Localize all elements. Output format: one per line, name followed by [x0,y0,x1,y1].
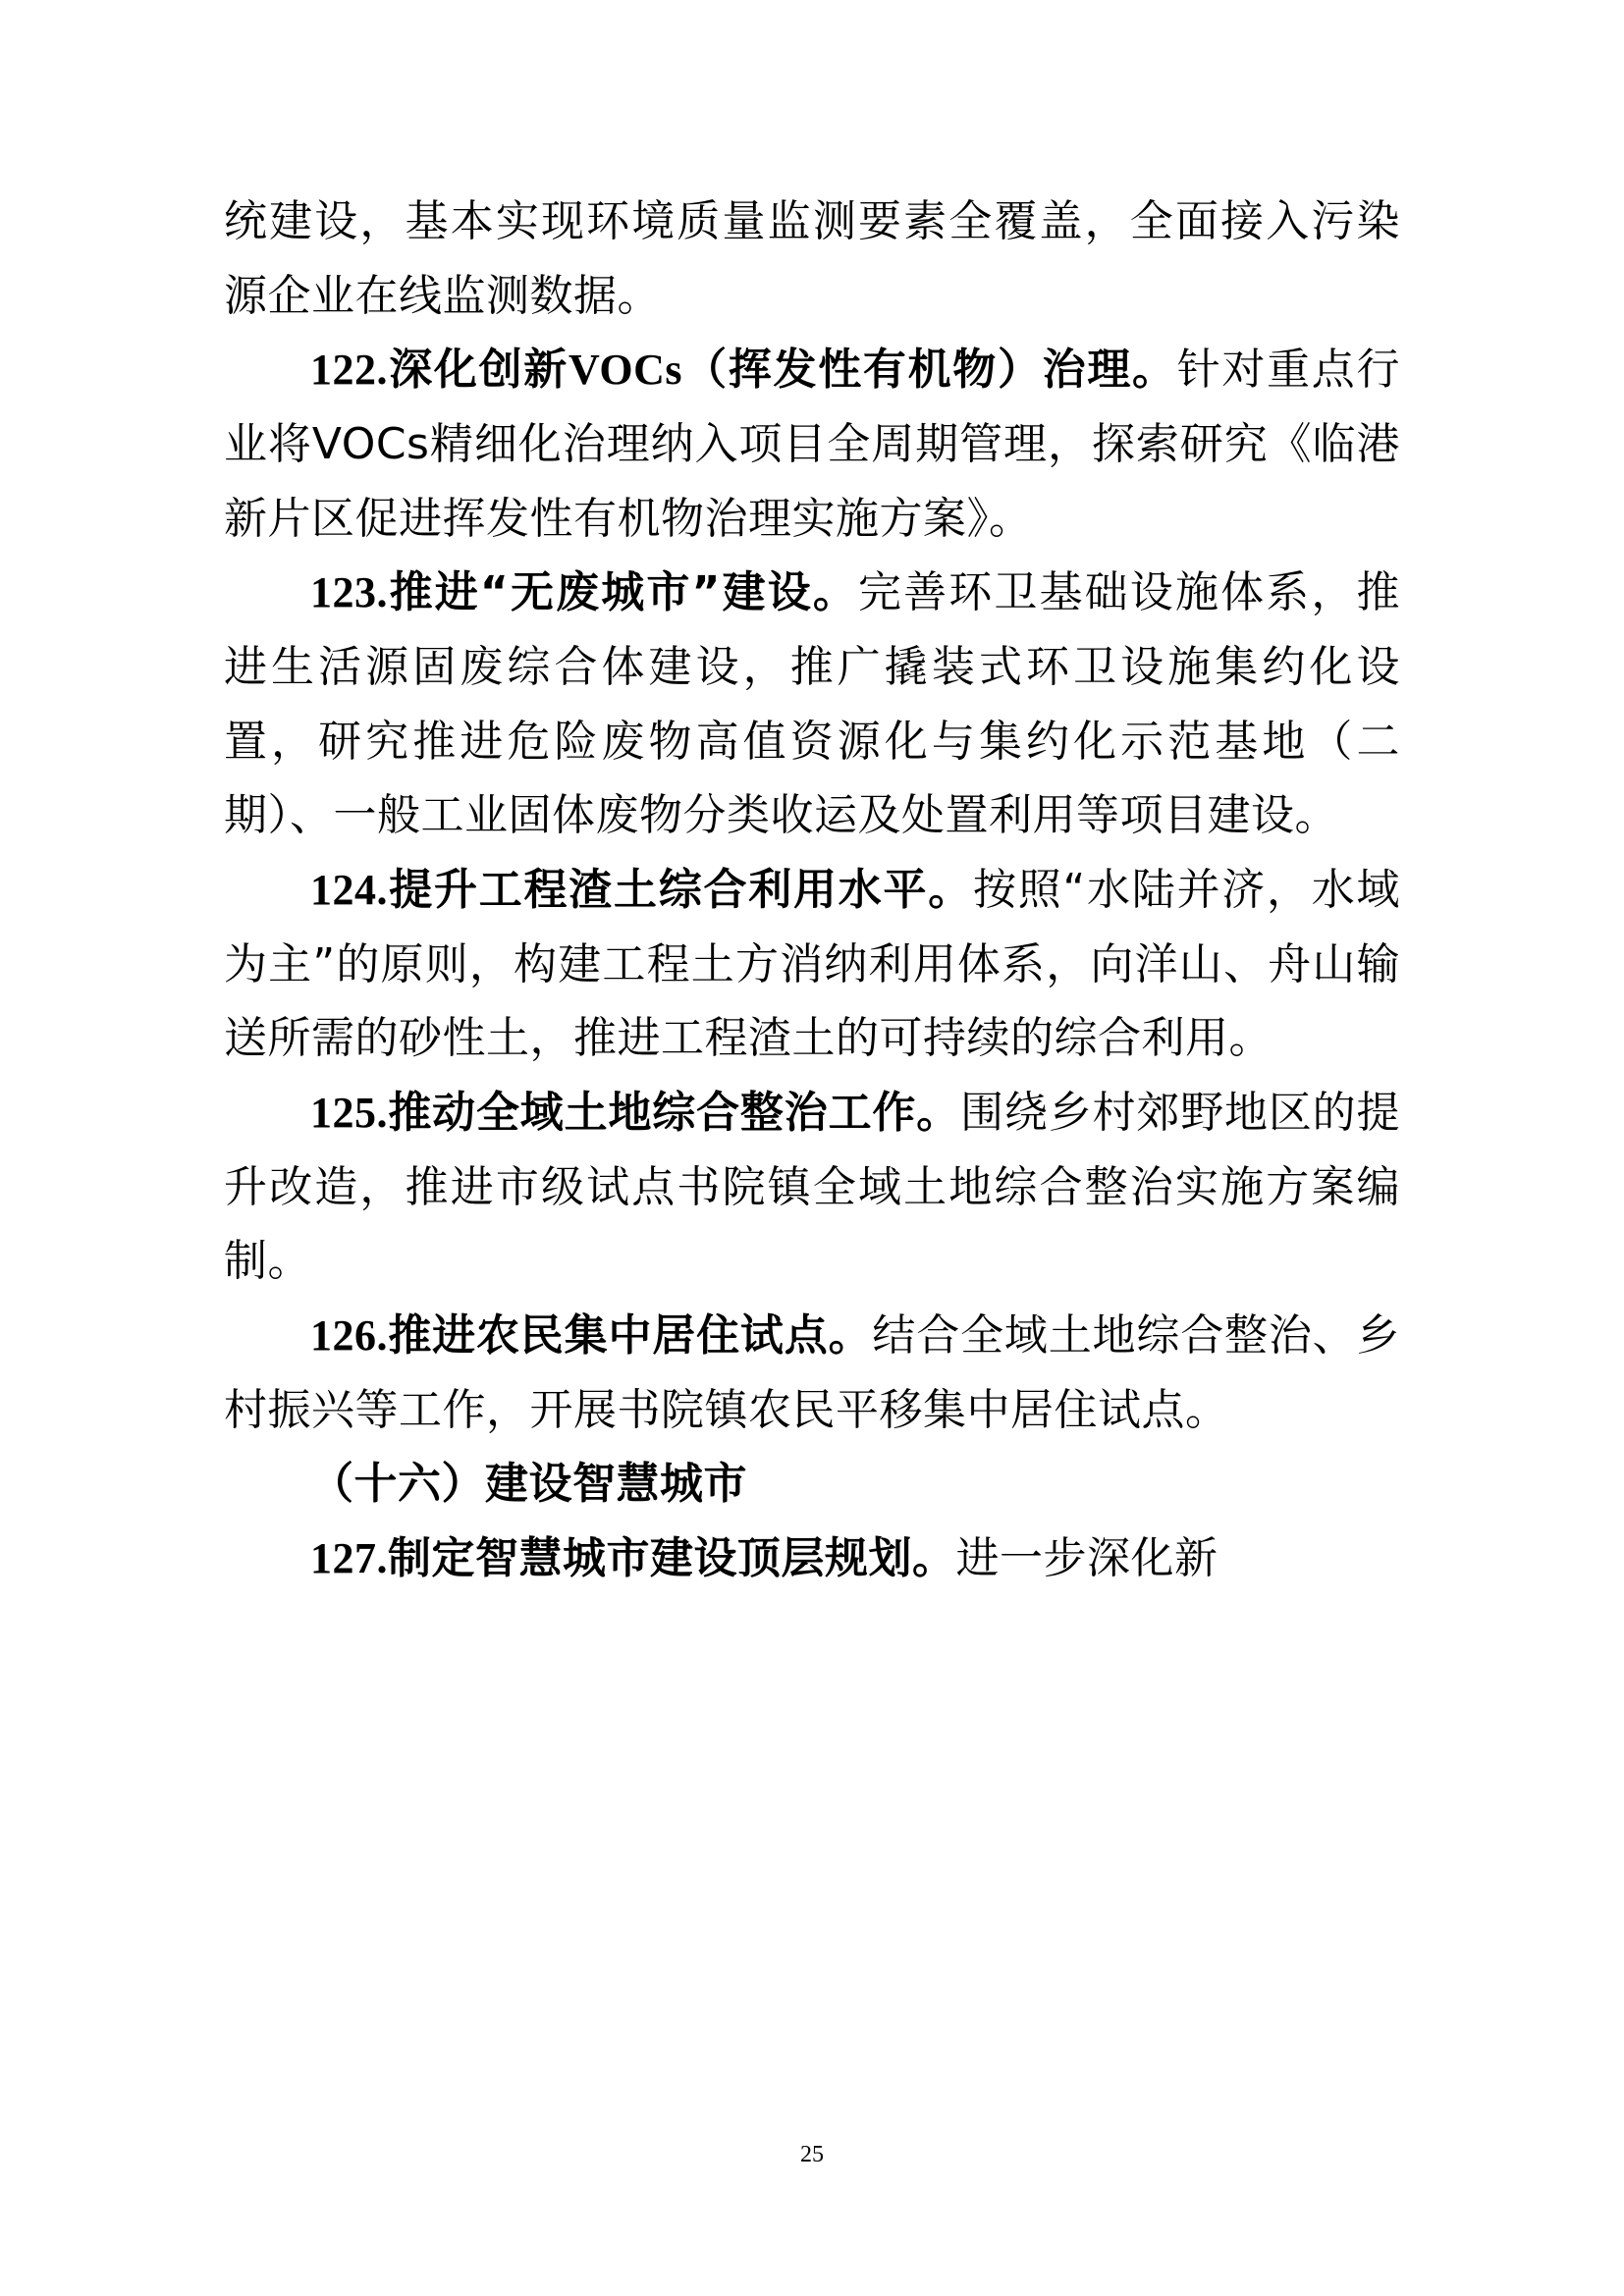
item-lead: 制定智慧城市建设顶层规划。 [388,1533,956,1584]
paragraph-continued [224,185,1400,333]
item-number: 125. [310,1089,388,1138]
item-number: 124. [310,866,388,915]
item-text: 进一步深化新 [955,1533,1218,1584]
paragraph-item-127 [224,1522,1400,1596]
item-text: 围绕乡村郊野地区的提升改造，推进市级试点书院镇全域土地综合整治实施方案编制。 [224,1088,1401,1287]
paragraph-item-126 [224,1299,1400,1447]
page-number: 25 [800,2142,824,2167]
item-lead: 深化创新VOCs（挥发性有机物）治理。 [388,346,1177,395]
paragraph-text: 统建设，基本实现环境质量监测要素全覆盖，全面接入污染源企业在线监测数据。 [224,197,1400,320]
item-text: 针对重点行业将VOCs精细化治理纳入项目全周期管理，探索研究《临港新片区促进挥发性有机物治理实施方案》。 [224,345,1400,544]
item-number: 126. [310,1311,388,1361]
item-text: 完善环卫基础设施体系，推进生活源固废综合体建设，推广撬装式环卫设施集约化设置，研究推进危险废物高值资源化与集约化示范基地（二期）、一般工业固体废物分类收运及处置利用等项目建设。 [224,567,1400,841]
item-number: 122. [310,346,388,395]
item-number: 127. [310,1534,388,1583]
item-lead: 推进“无废城市”建设。 [388,567,858,618]
item-lead: 推进农民集中居住试点。 [388,1310,873,1362]
item-number: 123. [310,568,388,617]
paragraph-item-125 [224,1076,1400,1299]
item-lead: 推动全域土地综合整治工作。 [388,1088,961,1139]
item-text: 按照“水陆并济，水域为主”的原则，构建工程土方消纳利用体系，向洋山、舟山输送所需的砂性土，推进工程渣土的可持续的综合利用。 [224,865,1401,1064]
paragraph-item-122 [224,333,1400,556]
paragraph-item-123 [224,556,1400,853]
document-body [224,185,1400,1596]
item-text: 结合全域土地综合整治、乡村振兴等工作，开展书院镇农民平移集中居住试点。 [224,1310,1401,1435]
paragraph-item-124 [224,853,1400,1076]
section-heading: （十六）建设智慧城市 [310,1459,747,1510]
item-lead: 提升工程渣土综合利用水平。 [388,865,973,916]
